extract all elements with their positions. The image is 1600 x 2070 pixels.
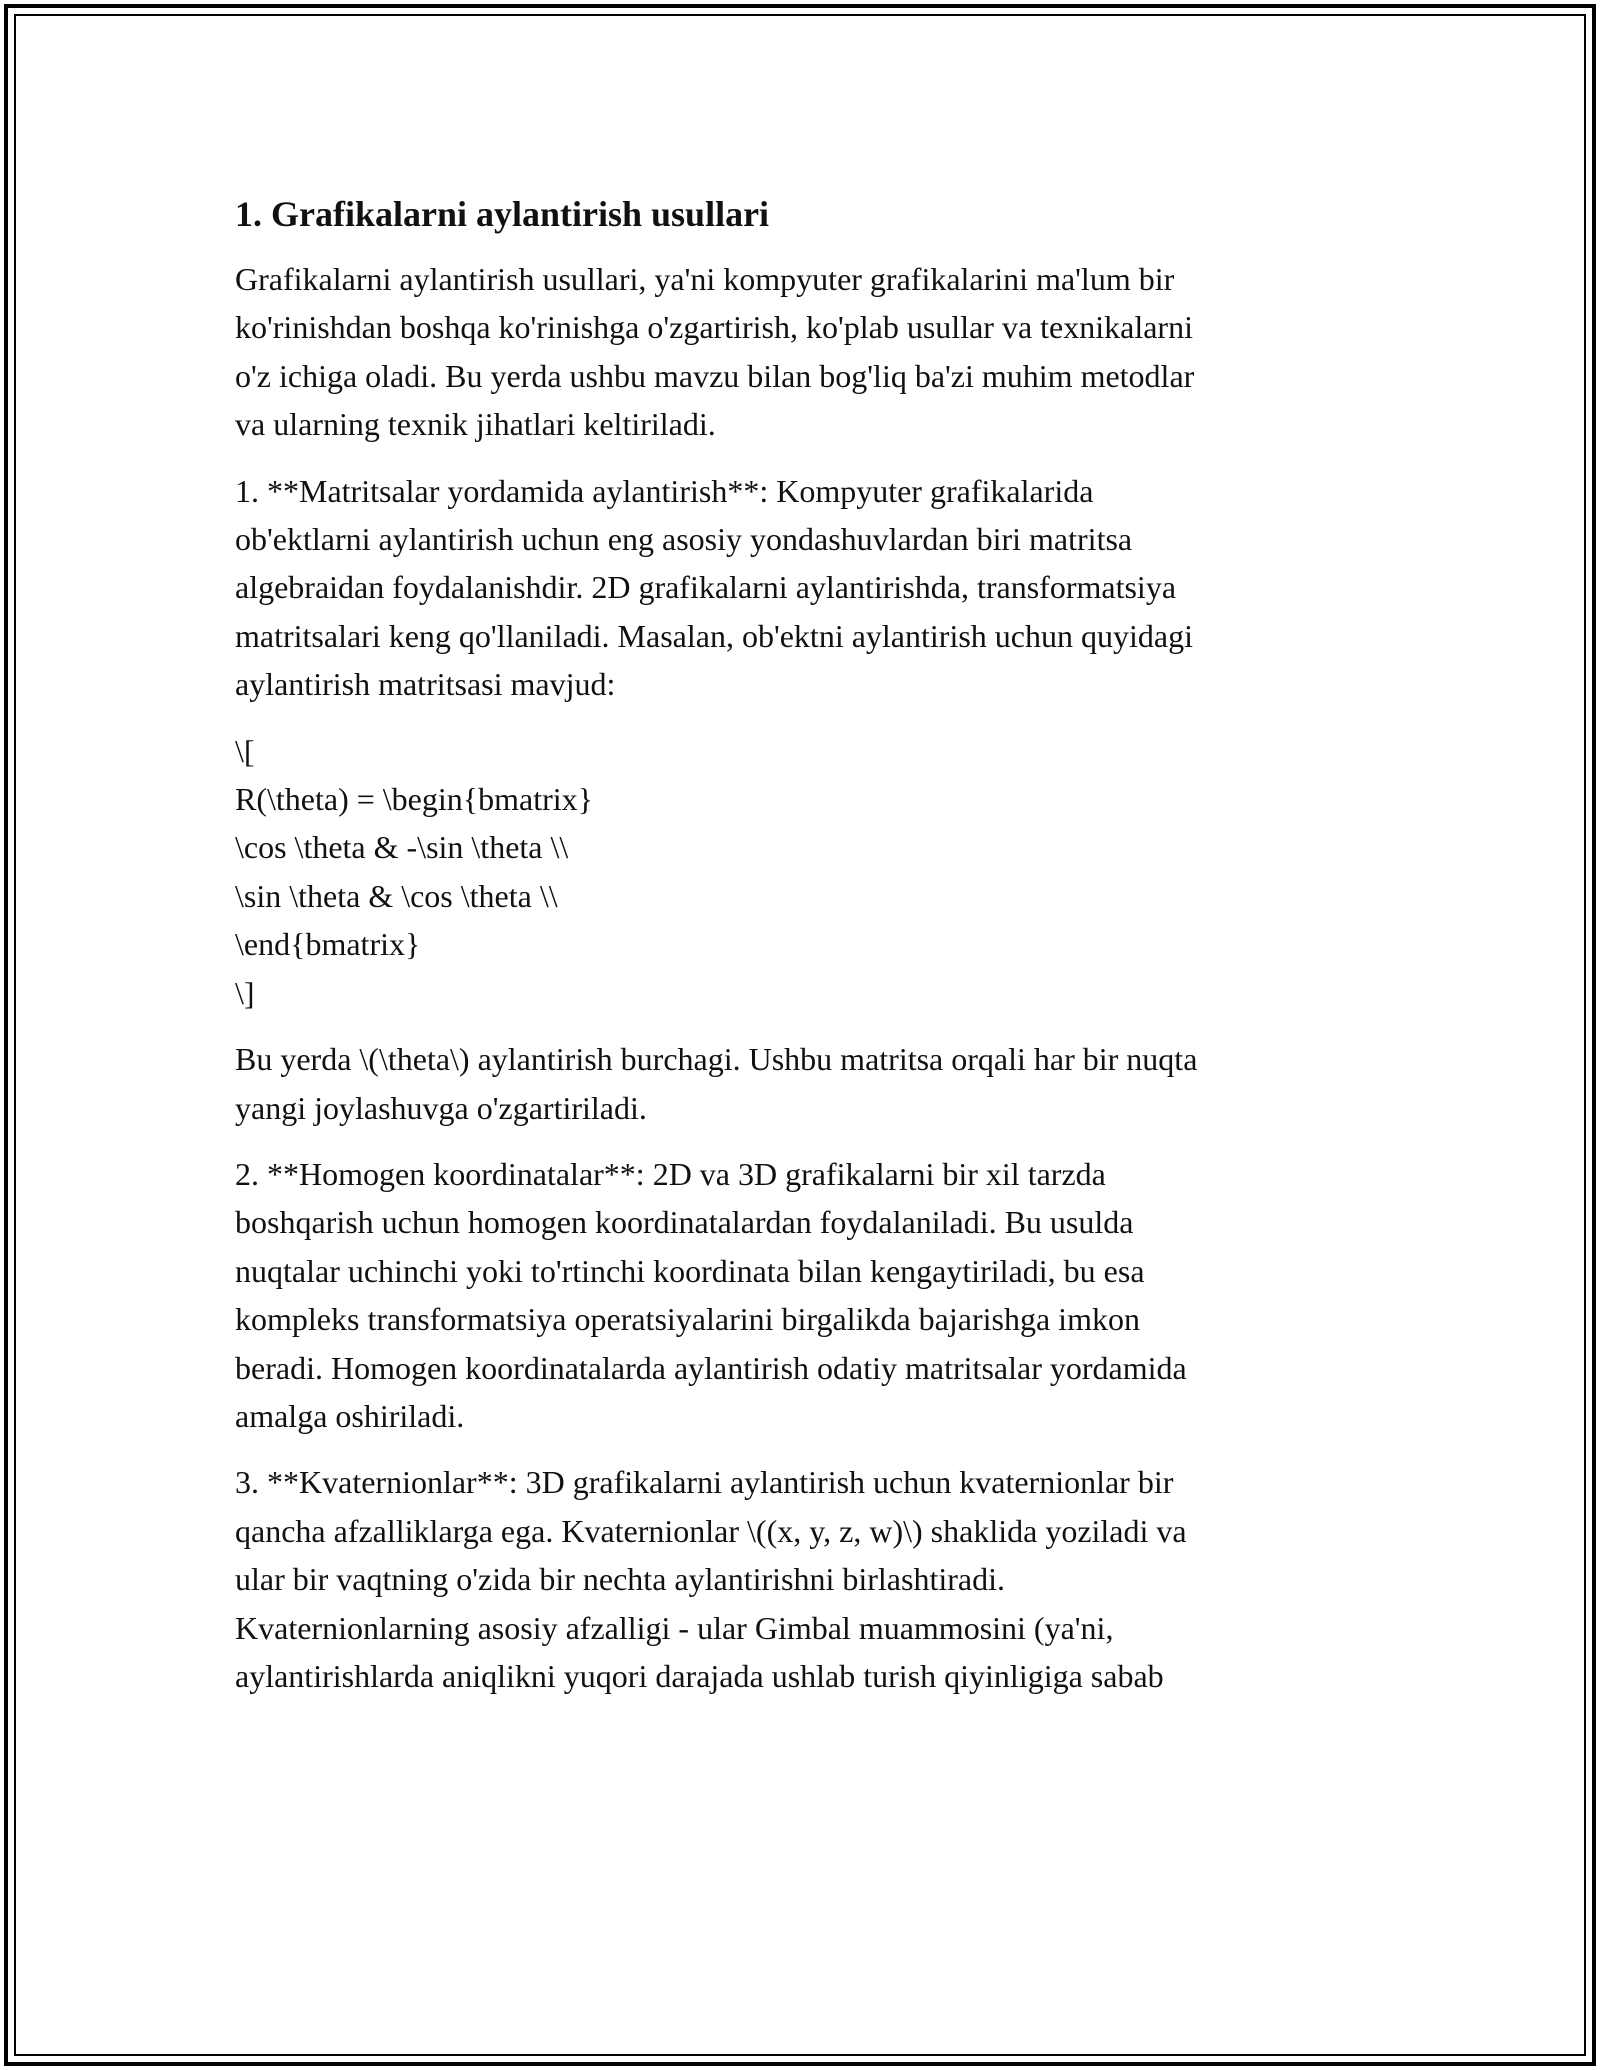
document-body [235,185,1375,1700]
rotation-matrix-formula: \[ R(\theta) = \begin{bmatrix} \cos \theta & -\sin \theta \\ \sin \theta & \cos \theta \\ \end{bmatrix} \] [235,732,594,1011]
theta-explanation-paragraph: Bu yerda \(\theta\) aylantirish burchagi. Ushbu matritsa orqali har bir nuqta yangi joylashuvga o'zgartiriladi. [235,1041,1198,1126]
matrix-method-paragraph: 1. **Matritsalar yordamida aylantirish**: Kompyuter grafikalarida ob'ektlarni aylantirish uchun eng asosiy yondashuvlardan biri matritsa algebraidan foydalanishdir. 2D grafikalarni aylantirishda, transformatsiya matritsalari keng qo'llaniladi. Masalan, ob'ektni aylantirish uchun quyidagi aylantirish matritsasi mavjud: [235,472,1193,703]
homogeneous-coordinates-paragraph: 2. **Homogen koordinatalar**: 2D va 3D grafikalarni bir xil tarzda boshqarish uchun homogen koordinatalardan foydalaniladi. Bu usulda nuqtalar uchinchi yoki to'rtinchi koordinata bilan kengaytiriladi, bu esa kompleks transformatsiya operatsiyalarini birgalikda bajarishga imkon beradi. Homogen koordinatalarda aylantirish odatiy matritsalar yordamida amalga oshiriladi. [235,1155,1187,1434]
intro-paragraph: Grafikalarni aylantirish usullari, ya'ni kompyuter grafikalarini ma'lum bir ko'rinishdan boshqa ko'rinishga o'zgartirish, ko'plab usullar va texnikalarni o'z ichiga oladi. Bu yerda ushbu mavzu bilan bog'liq ba'zi muhim metodlar va ularning texnik jihatlari keltiriladi. [235,261,1195,443]
section-heading: 1. Grafikalarni aylantirish usullari [235,194,770,234]
quaternions-paragraph: 3. **Kvaternionlar**: 3D grafikalarni aylantirish uchun kvaternionlar bir qancha afzalliklarga ega. Kvaternionlar \((x, y, z, w)\) shaklida yoziladi va ular bir vaqtning o'zida bir nechta aylantirishni birlashtiradi. Kvaternionlarning asosiy afzalligi - ular Gimbal muammosini (ya'ni, aylantirishlarda aniqlikni yuqori darajada ushlab turish qiyinligiga sabab [235,1464,1187,1694]
